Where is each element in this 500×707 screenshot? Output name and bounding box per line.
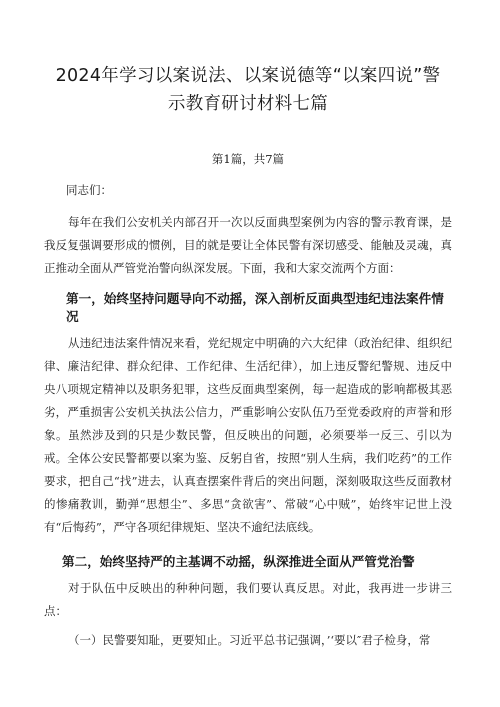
section-1-heading: 第一，始终坚持问题导向不动摇，深入剖析反面典型违纪违法案件情况: [66, 291, 444, 324]
page-info: 第1篇，共7篇: [211, 152, 285, 166]
section-2-paragraph: 对于队伍中反映出的种种问题，我们要认真反思。对此，我再进一步讲三点：: [44, 581, 452, 618]
intro-paragraph: 每年在我们公安机关内部召开一次以反面典型案例为内容的警示教育课，是我反复强调要形成的惯例，目的就是要让全体民警有深切感受、能触及灵魂，真正推动全面从严管党治警向纵深发展。下面，我和大家交流两个方面：: [44, 215, 452, 275]
section-1-paragraph: 从违纪违法案件情况来看，党纪规定中明确的六大纪律（政治纪律、组织纪律、廉洁纪律、群众纪律、工作纪律、生活纪律），加上违反警纪警规、违反中央八项规定精神以及职务犯罪，这些反面典型案例，每一起造成的影响都极其恶劣，严重损害公安机关执法公信力，严重影响公安队伍乃至党委政府的声誉和形象。虽然涉及到的只是少数民警，但反映出的问题，必须要举一反三、引以为戒。全体公安民警都要以案为鉴、反躬自省，按照“别人生病，我们吃药”的工作要求，把自己“找”进去，认真查摆案件背后的突出问题，深刻吸取这些反面教材的惨痛教训，勤弹“思想尘”、多思“贪欲害”、常破“心中贼”，始终牢记世上没有“后悔药”，严守各项纪律规矩、坚决不逾纪法底线。: [44, 336, 452, 534]
point-1-paragraph: （一）民警要知耻，更要知止。习近平总书记强调，’‘要以″君子检身，常: [68, 633, 431, 647]
greeting: 同志们：: [66, 183, 112, 197]
title-line-2: 示教育研讨材料七篇: [167, 94, 329, 114]
document-title: [44, 0, 452, 118]
title-line-1: 2024年学习以案说法、以案说德等“以案四说”警: [55, 66, 441, 86]
section-2-heading: 第二，始终坚持严的主基调不动摇，纵深推进全面从严管党治警: [62, 554, 415, 569]
